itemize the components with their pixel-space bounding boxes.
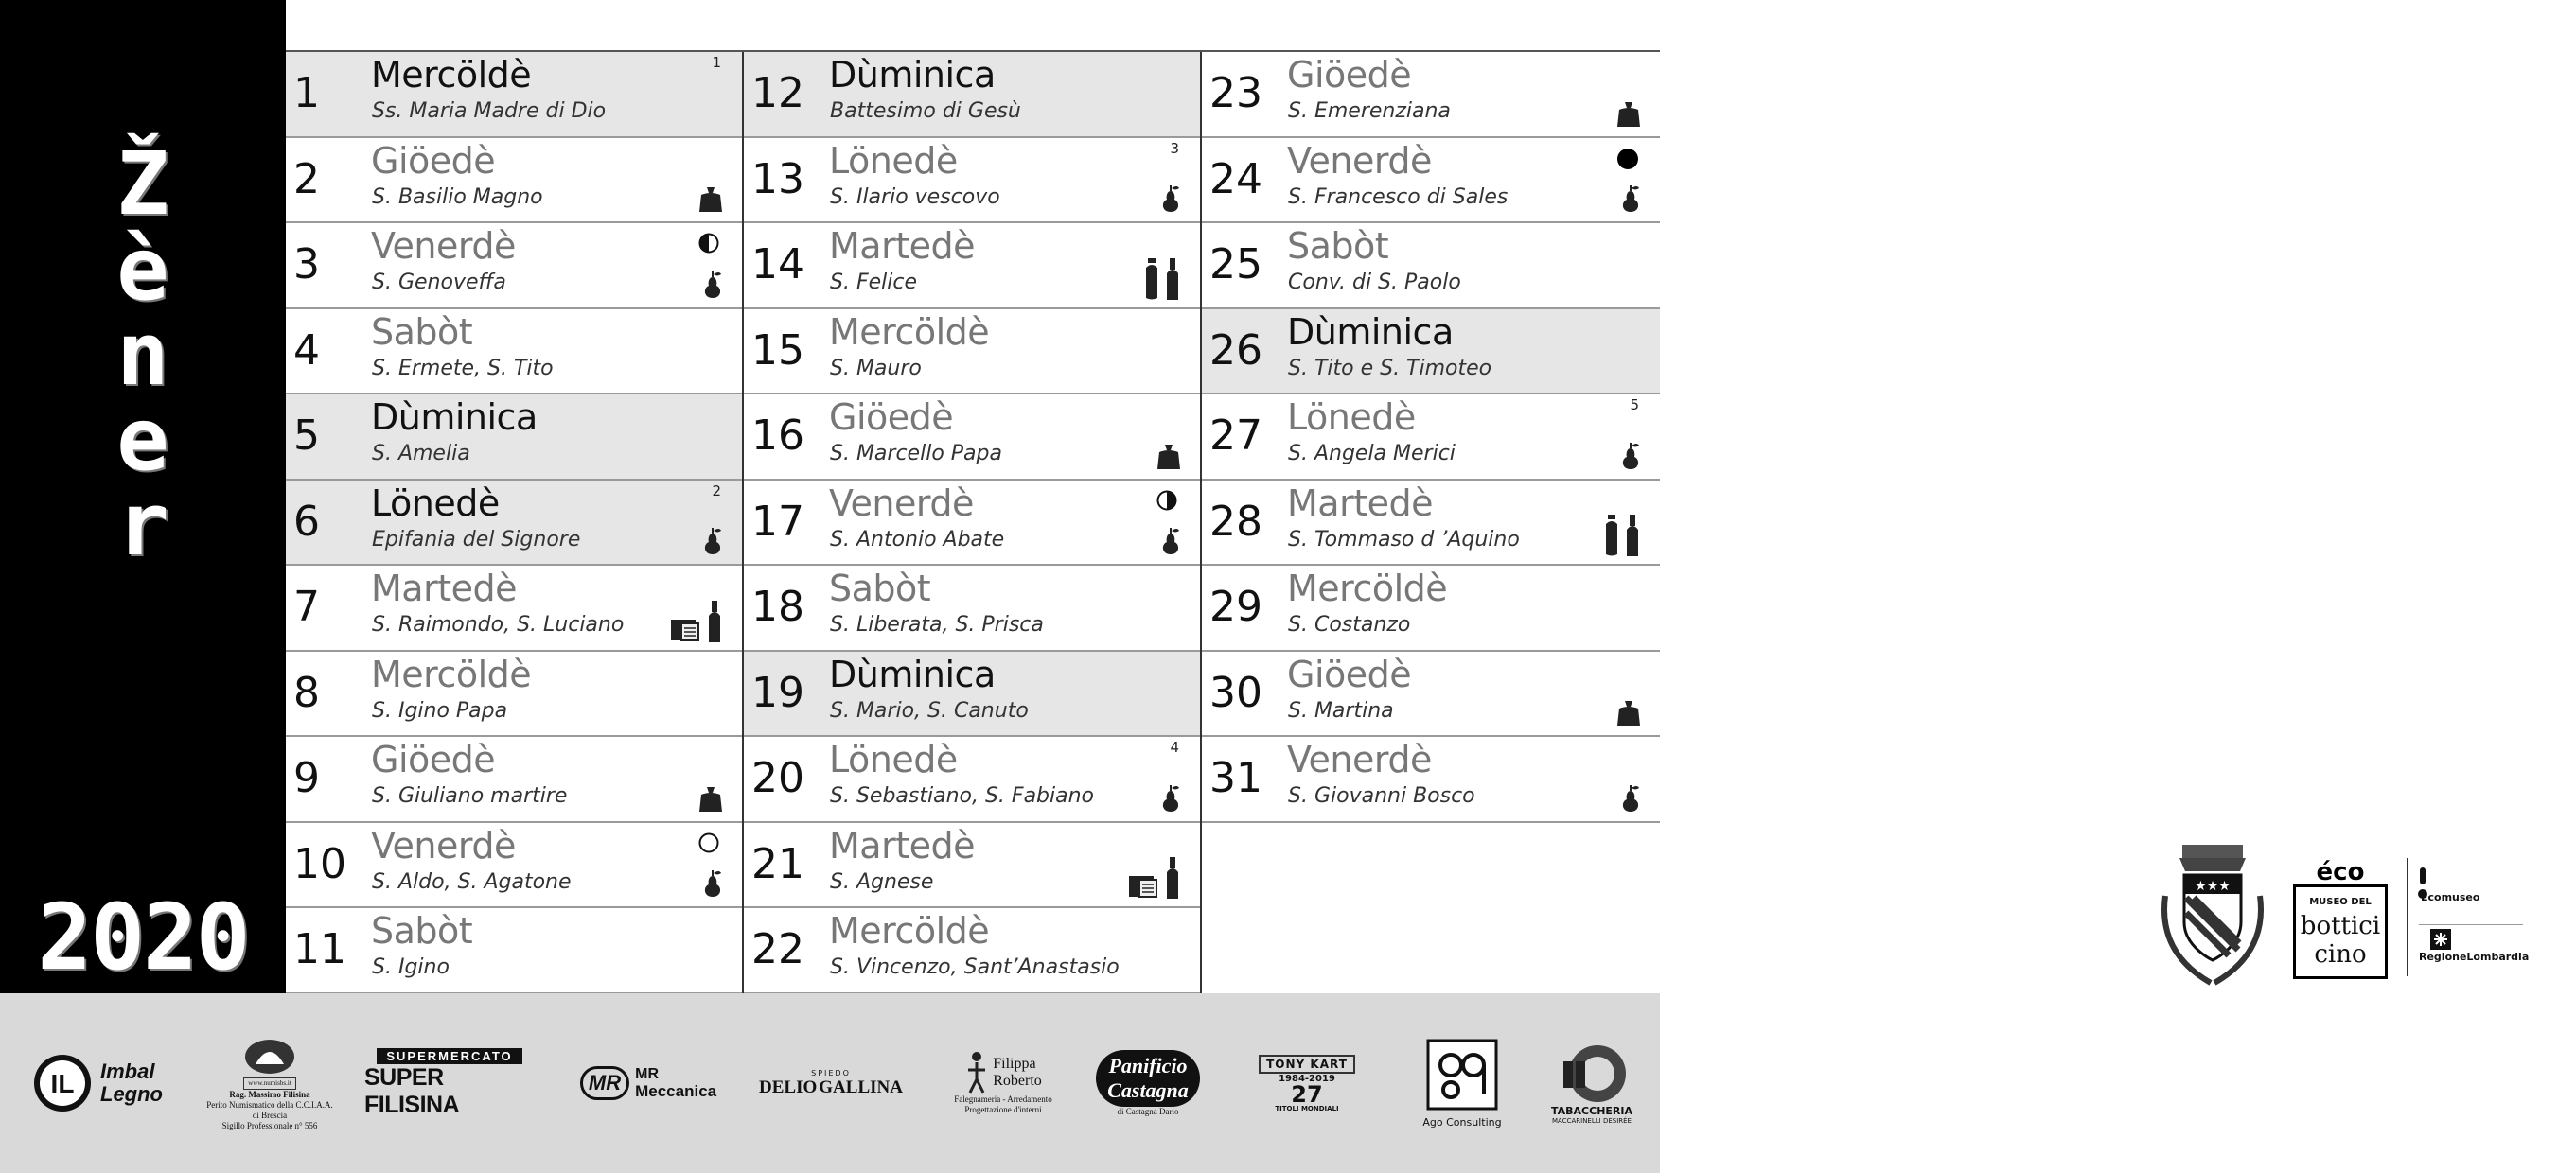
saint-name: S. Aldo, S. Agatone <box>372 869 572 894</box>
plastic-bottle-icon <box>1603 515 1620 556</box>
day-number: 18 <box>751 583 804 631</box>
day-cell <box>1202 481 1660 567</box>
day-cell <box>286 309 742 395</box>
day-number: 31 <box>1209 754 1262 802</box>
day-cell <box>744 481 1200 567</box>
sponsor-panificio-castagna <box>1086 993 1209 1173</box>
carpenter-icon <box>964 1051 989 1094</box>
saint-name: S. Giovanni Bosco <box>1288 784 1475 808</box>
weekday-name: Giöedè <box>1287 653 1412 695</box>
trash-bag-icon <box>1616 100 1641 129</box>
day-number: 28 <box>1209 497 1262 546</box>
waste-collection-icons <box>1616 699 1641 727</box>
saint-name: S. Igino Papa <box>372 698 508 723</box>
tabaccheria-logo-icon <box>1556 1042 1628 1105</box>
day-cell <box>1202 566 1660 652</box>
day-number: 19 <box>751 668 804 717</box>
sponsor-ago-consulting <box>1420 993 1505 1173</box>
calendar-grid <box>286 50 2530 991</box>
plastic-bottle-icon <box>1143 258 1160 300</box>
waste-collection-icons <box>1620 441 1641 471</box>
ecomuseo-mark: éco <box>2316 858 2365 886</box>
day-number: 22 <box>751 925 804 973</box>
footnote-marker: 5 <box>1630 396 1639 413</box>
trash-bag-icon <box>698 785 723 814</box>
weekday-name: Martedè <box>829 824 975 867</box>
weekday-name: Giöedè <box>829 396 954 438</box>
month-letter: n <box>116 304 169 405</box>
day-cell <box>286 566 742 652</box>
ecomuseo-name-line1: bottici <box>2300 912 2381 940</box>
ecomuseo-name-line2: cino <box>2314 940 2367 969</box>
saint-name: S. Ilario vescovo <box>830 184 1000 209</box>
saint-name: S. Francesco di Sales <box>1288 184 1509 209</box>
day-cell <box>744 309 1200 395</box>
day-cell <box>1202 394 1660 481</box>
saint-name: S. Tommaso d ’Aquino <box>1288 527 1520 551</box>
weekday-name: Lönedè <box>1287 396 1416 438</box>
calendar-column <box>286 52 744 993</box>
weekday-name: Giöedè <box>371 139 496 182</box>
year-label: 2020 <box>37 884 249 990</box>
sponsor-line: Roberto <box>993 1073 1042 1089</box>
sponsor-years: 1984-2019 <box>1279 1073 1335 1084</box>
weekday-name: Mercöldè <box>1287 568 1448 609</box>
day-number: 24 <box>1209 154 1262 203</box>
day-number: 10 <box>293 839 346 888</box>
glass-bottle-icon <box>1164 857 1181 899</box>
month-letter: e <box>116 389 169 490</box>
saint-name: S. Angela Merici <box>1288 442 1456 465</box>
day-number: 17 <box>751 497 804 546</box>
sponsor-line: Progettazione d'interni <box>964 1105 1042 1114</box>
sponsor-line: TITOLI MONDIALI <box>1275 1104 1339 1112</box>
weekday-name: Venerdè <box>371 225 516 267</box>
footnote-marker: 1 <box>712 54 721 71</box>
saint-name: S. Basilio Magno <box>372 184 543 209</box>
footnote-marker: 3 <box>1170 139 1179 157</box>
organic-waste-icon <box>1620 441 1641 471</box>
waste-collection-icons <box>1156 443 1181 471</box>
day-number: 13 <box>751 154 804 203</box>
trash-bag-icon <box>698 185 723 214</box>
full-moon-icon <box>698 832 719 853</box>
organic-waste-icon <box>702 868 723 899</box>
day-number: 21 <box>751 839 804 888</box>
weekday-name: Sabòt <box>371 310 473 353</box>
day-number: 27 <box>1209 411 1262 460</box>
day-number: 20 <box>751 754 804 802</box>
regione-lombardia-label: RegioneLombardia <box>2419 951 2530 963</box>
sponsor-line: di Brescia <box>252 1110 288 1120</box>
day-cell <box>286 908 742 994</box>
organic-waste-icon <box>702 526 723 556</box>
day-cell <box>744 737 1200 823</box>
calendar-column <box>1202 52 2530 993</box>
sponsor-super-filisina <box>364 993 535 1173</box>
sponsor-line: Castagna <box>1107 1077 1189 1102</box>
day-number: 29 <box>1209 583 1262 631</box>
saint-name: S. Costanzo <box>1288 613 1411 637</box>
saint-name: Conv. di S. Paolo <box>1288 271 1461 294</box>
saint-name: Epifania del Signore <box>372 527 581 551</box>
day-cell <box>286 823 742 909</box>
sponsor-line: Filippa <box>993 1056 1036 1072</box>
day-number: 6 <box>293 497 320 546</box>
ecomuseo-label: Ecomuseo <box>2421 891 2480 903</box>
sponsor-line: Imbal <box>100 1059 155 1083</box>
sponsor-line: SUPERMERCATO <box>377 1048 521 1064</box>
day-cell <box>1202 652 1660 738</box>
sponsor-line: Perito Numismatico della C.C.I.A.A. <box>206 1099 333 1110</box>
day-cell <box>1202 52 1660 138</box>
ecomuseo-logo <box>2288 858 2392 981</box>
weekday-name: Giöedè <box>1287 54 1412 96</box>
organic-waste-icon <box>1620 783 1641 814</box>
waste-collection-icons <box>698 785 723 814</box>
sponsor-line: TONY KART <box>1259 1055 1355 1074</box>
sponsor-line: MR <box>635 1066 659 1082</box>
regione-lombardia-icon <box>2430 929 2451 950</box>
waste-collection-icons <box>1620 783 1641 814</box>
saint-name: S. Antonio Abate <box>830 527 1005 551</box>
weekday-name: Martedè <box>1287 481 1433 524</box>
saint-name: Ss. Maria Madre di Dio <box>372 99 607 123</box>
saint-name: S. Martina <box>1288 698 1394 723</box>
saint-name: S. Igino <box>372 955 450 979</box>
sponsor-line: GALLINA <box>819 1077 903 1097</box>
day-cell <box>286 652 742 738</box>
waste-collection-icons <box>670 601 723 642</box>
calendar-column <box>744 52 1202 993</box>
day-cell <box>744 394 1200 481</box>
waste-collection-icons <box>698 185 723 214</box>
month-letter: è <box>116 219 169 320</box>
day-cell <box>286 223 742 309</box>
saint-name: S. Giuliano martire <box>372 784 568 808</box>
day-cell <box>744 908 1200 994</box>
weekday-name: Venerdè <box>1287 739 1432 780</box>
organic-waste-icon <box>1160 184 1181 214</box>
waste-collection-icons <box>702 526 723 556</box>
saint-name: S. Sebastiano, S. Fabiano <box>830 784 1095 808</box>
saint-name: S. Mario, S. Canuto <box>830 698 1029 723</box>
sponsor-line: di Castagna Dario <box>1117 1106 1179 1116</box>
saint-name: S. Mauro <box>830 356 922 380</box>
day-cell <box>744 138 1200 224</box>
saint-name: S. Raimondo, S. Luciano <box>372 613 625 637</box>
saint-name: S. Tito e S. Timoteo <box>1288 356 1492 380</box>
sponsor-line: Sigillo Professionale n° 556 <box>221 1120 318 1130</box>
sponsor-filisina-numismatica <box>199 993 341 1173</box>
month-title <box>0 133 286 575</box>
weekday-name: Lönedè <box>371 481 500 524</box>
day-number: 1 <box>293 69 320 117</box>
paper-bin-icon <box>1128 872 1160 899</box>
sponsor-line: Ago Consulting <box>1422 1115 1502 1129</box>
sponsor-delio-gallina <box>759 993 903 1173</box>
day-cell <box>1202 138 1660 224</box>
first-quarter-moon-icon <box>698 233 719 254</box>
glass-bottle-icon <box>706 601 723 642</box>
weekday-name: Lönedè <box>829 139 958 182</box>
weekday-name: Mercöldè <box>829 310 990 353</box>
svg-text:IL: IL <box>50 1069 75 1098</box>
trash-bag-icon <box>1616 699 1641 727</box>
sponsor-filippa-roberto <box>937 993 1069 1173</box>
day-number: 5 <box>293 411 320 460</box>
waste-collection-icons <box>1128 857 1181 899</box>
day-number: 8 <box>293 668 320 717</box>
weekday-name: Mercöldè <box>829 910 990 952</box>
organic-waste-icon <box>702 270 723 300</box>
sponsor-line: Falegnameria - Arredamento <box>954 1094 1052 1104</box>
weekday-name: Sabòt <box>1287 225 1389 267</box>
weekday-name: Giöedè <box>371 739 496 780</box>
weekday-name: Sabòt <box>829 568 931 609</box>
sponsor-big-number: 27 <box>1291 1080 1323 1108</box>
imbal-legno-logo-icon <box>32 1053 93 1113</box>
glass-bottle-icon <box>1164 258 1181 300</box>
day-cell <box>286 138 742 224</box>
month-letter: Ž <box>116 133 169 235</box>
weekday-name: Martedè <box>371 568 517 609</box>
paper-bin-icon <box>670 616 702 642</box>
organic-waste-icon <box>1620 184 1641 214</box>
day-cell <box>744 652 1200 738</box>
day-cell <box>286 52 742 138</box>
sponsor-line: Legno <box>100 1082 163 1106</box>
day-cell <box>744 566 1200 652</box>
last-quarter-moon-icon <box>1156 490 1177 511</box>
day-number: 4 <box>293 325 320 375</box>
weekday-name: Dùminica <box>829 653 996 695</box>
day-number: 11 <box>293 925 346 973</box>
sponsor-site: www.numisbs.it <box>243 1077 295 1090</box>
sponsor-line: SUPER FILISINA <box>364 1063 460 1118</box>
waste-collection-icons <box>1160 783 1181 814</box>
saint-name: S. Agnese <box>830 869 934 894</box>
ago-consulting-logo-icon <box>1426 1039 1498 1111</box>
day-number: 15 <box>751 325 804 375</box>
svg-text:★★★: ★★★ <box>2195 879 2231 894</box>
organic-waste-icon <box>1160 526 1181 556</box>
day-number: 3 <box>293 240 320 289</box>
weekday-name: Dùminica <box>371 396 538 438</box>
day-number: 2 <box>293 154 320 203</box>
weekday-name: Dùminica <box>1287 310 1454 353</box>
sponsor-line: DELIO <box>759 1077 818 1097</box>
waste-collection-icons <box>702 270 723 300</box>
month-letter: r <box>116 474 169 575</box>
weekday-name: Martedè <box>829 225 975 267</box>
waste-collection-icons <box>1603 515 1641 556</box>
waste-collection-icons <box>1620 184 1641 214</box>
waste-collection-icons <box>1143 258 1181 300</box>
weekday-name: Mercöldè <box>371 653 532 695</box>
day-number: 30 <box>1209 668 1262 717</box>
day-cell <box>286 394 742 481</box>
sponsor-tabaccheria <box>1544 993 1639 1173</box>
saint-name: S. Vincenzo, Sant’Anastasio <box>830 955 1120 979</box>
sponsor-line: Rag. Massimo Filisina <box>229 1089 310 1099</box>
weekday-name: Mercöldè <box>371 54 532 96</box>
weekday-name: Venerdè <box>1287 139 1432 182</box>
waste-collection-icons <box>702 868 723 899</box>
day-cell <box>744 52 1200 138</box>
day-number: 23 <box>1209 69 1262 117</box>
trash-bag-icon <box>1156 443 1181 471</box>
partner-divider <box>2407 858 2408 976</box>
day-cell <box>1202 309 1660 395</box>
weekday-name: Venerdè <box>829 481 974 524</box>
sponsor-strip <box>0 993 1660 1173</box>
day-number: 14 <box>751 240 804 289</box>
saint-name: S. Ermete, S. Tito <box>372 356 554 380</box>
sponsor-tag: SPIEDO <box>811 1068 851 1077</box>
weekday-name: Dùminica <box>829 54 996 96</box>
weekday-name: Venerdè <box>371 824 516 867</box>
sponsor-imbal-legno <box>26 993 168 1173</box>
day-number: 9 <box>293 754 320 802</box>
waste-collection-icons <box>1160 526 1181 556</box>
sponsor-line: TABACCHERIA <box>1550 1104 1632 1117</box>
lion-crest-icon <box>237 1036 303 1077</box>
saint-name: S. Felice <box>830 271 917 294</box>
day-number: 12 <box>751 69 804 117</box>
saint-name: S. Marcello Papa <box>830 442 1002 465</box>
day-cell <box>744 223 1200 309</box>
sponsor-mr-meccanica <box>558 993 738 1173</box>
sponsor-line: Panificio <box>1108 1053 1188 1077</box>
waste-collection-icons <box>1616 100 1641 129</box>
saint-name: Battesimo di Gesù <box>830 99 1021 123</box>
sponsor-mark: MR <box>580 1066 629 1100</box>
municipal-crest-icon <box>2156 839 2269 990</box>
day-cell <box>286 737 742 823</box>
partner-logos <box>2118 830 2576 993</box>
saint-name: S. Liberata, S. Prisca <box>830 613 1044 637</box>
day-cell <box>1202 223 1660 309</box>
day-number: 26 <box>1209 325 1262 375</box>
new-moon-icon <box>1616 148 1637 168</box>
day-number: 25 <box>1209 240 1262 289</box>
saint-name: S. Amelia <box>372 442 470 465</box>
ecomuseo-sub: MUSEO DEL <box>2309 897 2372 907</box>
day-cell <box>1202 737 1660 823</box>
ecomuseo-frame <box>2293 884 2388 979</box>
day-cell <box>286 481 742 567</box>
footnote-marker: 4 <box>1170 739 1179 756</box>
weekday-name: Lönedè <box>829 739 958 780</box>
day-number: 16 <box>751 411 804 460</box>
saint-name: S. Emerenziana <box>1288 99 1451 123</box>
sponsor-tony-kart <box>1255 993 1359 1173</box>
month-sidebar <box>0 0 286 993</box>
saint-name: S. Genoveffa <box>372 271 506 294</box>
sponsor-line: Meccanica <box>635 1082 717 1100</box>
weekday-name: Sabòt <box>371 910 473 952</box>
waste-collection-icons <box>1160 184 1181 214</box>
glass-bottle-icon <box>1624 515 1641 556</box>
footnote-marker: 2 <box>712 481 721 499</box>
day-cell <box>744 823 1200 909</box>
partner-rule <box>2419 924 2523 925</box>
sponsor-line: MACCARINELLI DESIRÉE <box>1552 1116 1632 1125</box>
day-number: 7 <box>293 583 320 631</box>
organic-waste-icon <box>1160 783 1181 814</box>
